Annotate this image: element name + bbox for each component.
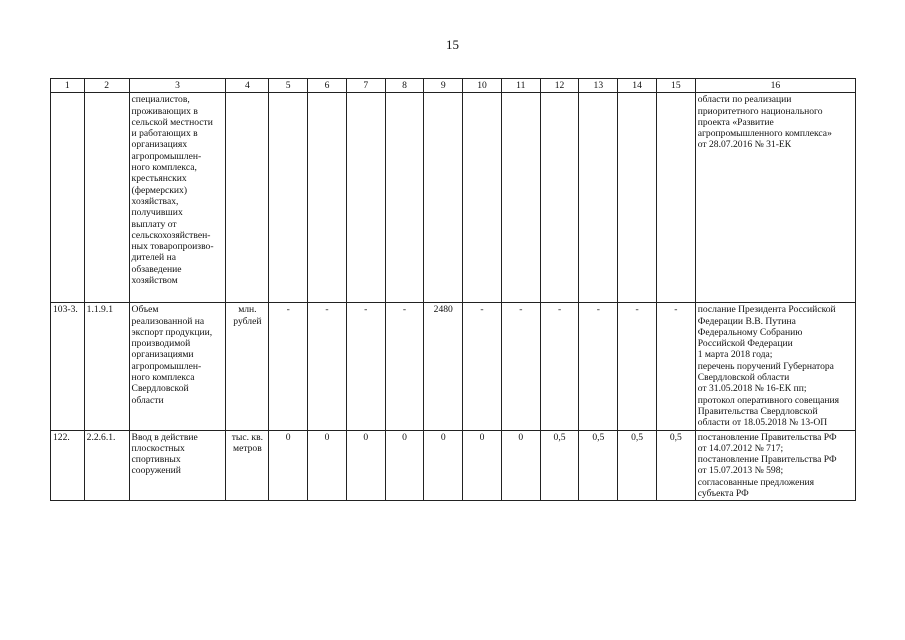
row-code-cell: 2.2.6.1. [84,430,129,501]
column-header: 7 [346,79,385,93]
value-cell [308,93,347,303]
column-header: 1 [51,79,85,93]
value-cell: - [385,303,424,430]
row-code-cell: 1.1.9.1 [84,303,129,430]
value-cell: - [618,303,657,430]
value-cell [540,93,579,303]
column-header: 6 [308,79,347,93]
value-cell: 0,5 [618,430,657,501]
header-row [51,79,856,93]
column-header: 8 [385,79,424,93]
value-cell [346,93,385,303]
column-header: 14 [618,79,657,93]
table-row [51,303,856,430]
indicator-name-cell: Ввод в действие плоскостных спортивных сооружений [129,430,226,501]
column-header: 2 [84,79,129,93]
value-cell: 0,5 [540,430,579,501]
value-cell [579,93,618,303]
legal-basis-cell: послание Президента Российской Федерации В.В. Путина Федеральному Собранию Российской Федерации 1 марта 2018 года; перечень поручений Губернатора Свердловской области от 31.05.2018 № 16-ЕК пп; протокол оперативного совещания Правительства Свердловской области от 18.05.2018 № 13-ОП [695,303,855,430]
value-cell [656,93,695,303]
column-header: 15 [656,79,695,93]
unit-cell: тыс. кв. метров [226,430,269,501]
value-cell: - [463,303,502,430]
column-header: 13 [579,79,618,93]
column-header: 9 [424,79,463,93]
value-cell: 0 [346,430,385,501]
column-header: 5 [269,79,308,93]
value-cell [424,93,463,303]
column-header: 4 [226,79,269,93]
page-number: 15 [446,37,459,52]
table-row [51,430,856,501]
value-cell: - [540,303,579,430]
value-cell: 0,5 [579,430,618,501]
value-cell: - [346,303,385,430]
program-table [50,78,856,501]
value-cell: 0 [424,430,463,501]
row-code-cell [84,93,129,303]
legal-basis-cell: постановление Правительства РФ от 14.07.2012 № 717; постановление Правительства РФ от 15.07.2013 № 598; согласованные предложения субъекта РФ [695,430,855,501]
row-index-cell: 122. [51,430,85,501]
value-cell: 0 [463,430,502,501]
value-cell: 2480 [424,303,463,430]
value-cell [269,93,308,303]
column-header: 10 [463,79,502,93]
legal-basis-cell: области по реализации приоритетного национального проекта «Развитие агропромышленного комплекса» от 28.07.2016 № 31-ЕК [695,93,855,303]
unit-cell [226,93,269,303]
table-row [51,93,856,303]
column-header: 11 [501,79,540,93]
value-cell [618,93,657,303]
column-header: 16 [695,79,855,93]
value-cell: 0 [269,430,308,501]
column-header: 3 [129,79,226,93]
row-index-cell: 103-3. [51,303,85,430]
indicator-name-cell: Объем реализованной на экспорт продукции, производимой организациями агропромышлен- ного комплекса Свердловской области [129,303,226,430]
value-cell: 0 [501,430,540,501]
value-cell [463,93,502,303]
row-index-cell [51,93,85,303]
value-cell: - [269,303,308,430]
value-cell: - [579,303,618,430]
value-cell: 0 [308,430,347,501]
value-cell: - [656,303,695,430]
value-cell: - [501,303,540,430]
value-cell: - [308,303,347,430]
indicator-name-cell: специалистов, проживающих в сельской местности и работающих в организациях агропромышлен- ного комплекса, крестьянских (фермерских) хозяйствах, получивших выплату от сельскохозяйствен- ных товаропроизво- дителей на обзаведение хозяйством [129,93,226,303]
value-cell: 0 [385,430,424,501]
column-header: 12 [540,79,579,93]
value-cell [385,93,424,303]
value-cell: 0,5 [656,430,695,501]
unit-cell: млн. рублей [226,303,269,430]
value-cell [501,93,540,303]
